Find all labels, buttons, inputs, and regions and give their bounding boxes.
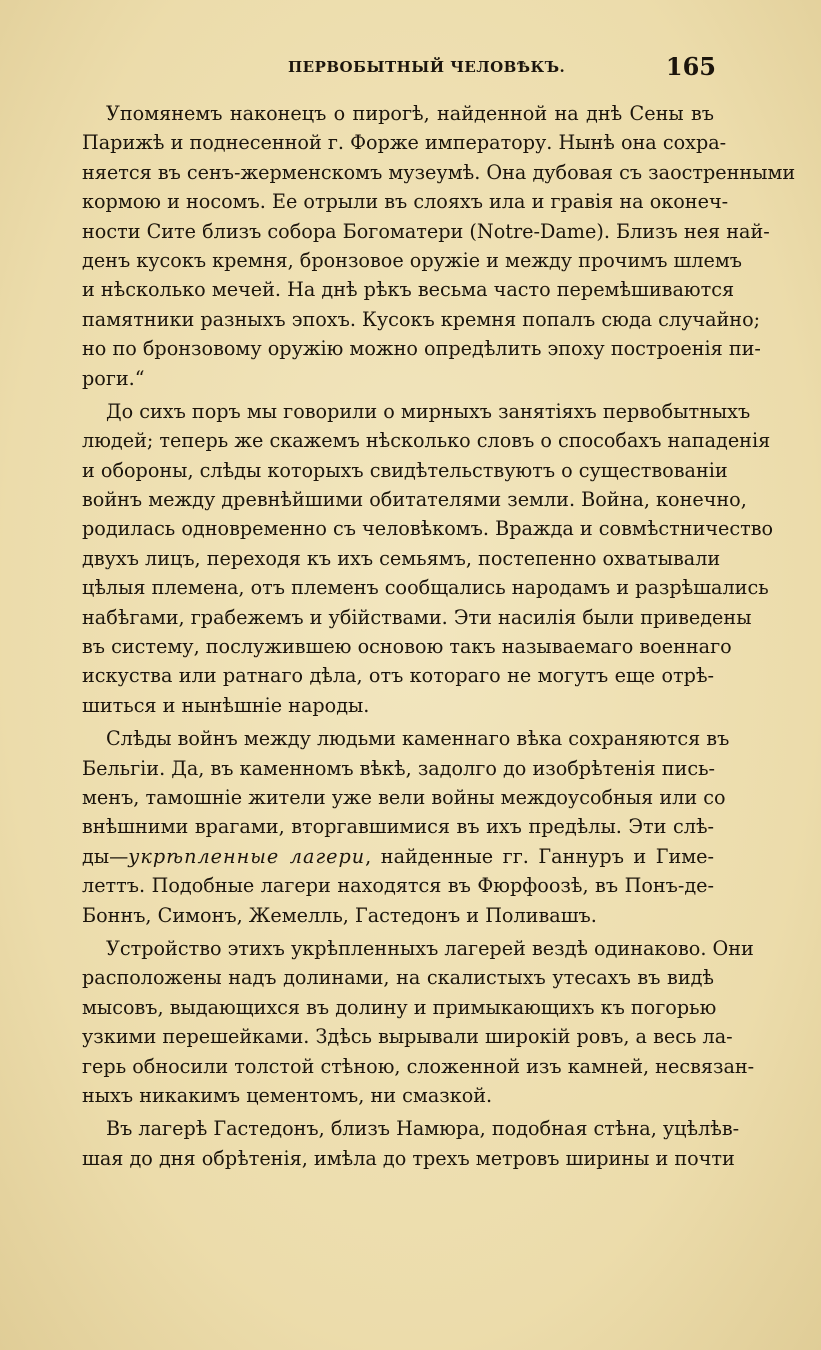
paragraph — [82, 724, 730, 930]
text-line: шиться и нынѣшніе народы. — [82, 693, 370, 717]
text-line: людей; теперь же скажемъ нѣсколько словъ о способахъ нападенія — [82, 429, 771, 453]
text-line: Парижѣ и поднесенной г. Форже императору. Нынѣ она сохра- — [82, 131, 727, 155]
text-line: денъ кусокъ кремня, бронзовое оружіе и между прочимъ шлемъ — [82, 248, 743, 272]
text-line — [82, 842, 714, 871]
text-line: Бельгіи. Да, въ каменномъ вѣкѣ, задолго до изобрѣтенія пись- — [82, 756, 716, 780]
text-line: кормою и носомъ. Ее отрыли въ слояхъ ила и гравія на оконеч- — [82, 190, 729, 214]
text-line: шая до дня обрѣтенія, имѣла до трехъ метровъ ширины и почти — [82, 1146, 735, 1170]
page-header — [82, 52, 716, 88]
paragraph — [82, 934, 755, 1110]
text-line: ности Сите близъ собора Богоматери (Notre-Dame). Близъ нея най- — [82, 219, 770, 243]
text-line: Упомянемъ наконецъ о пирогѣ, найденной на днѣ Сены въ — [106, 102, 714, 125]
text-line: расположены надъ долинами, на скалистыхъ утесахъ въ видѣ — [82, 966, 714, 990]
text-line: цѣлыя племена, отъ племенъ сообщались народамъ и разрѣшались — [82, 576, 769, 600]
text-line: въ систему, послужившею основою такъ называемаго военнаго — [82, 635, 732, 659]
text-line: мысовъ, выдающихся въ долину и примыкающихъ къ погорью — [82, 995, 717, 1019]
text-line: родилась одновременно съ человѣкомъ. Вражда и совмѣстничество — [82, 517, 774, 541]
text-line: леттъ. Подобные лагери находятся въ Фюрфоозѣ, въ Понъ-де- — [82, 874, 714, 898]
text-fragment: , найденные гг. Ганнуръ и Гиме- — [365, 844, 714, 868]
page-number: 165 — [665, 52, 716, 81]
text-fragment: ды— — [82, 844, 129, 868]
text-line: герь обносили толстой стѣною, сложенной изъ камней, несвязан- — [82, 1054, 755, 1078]
paragraph — [82, 99, 796, 393]
text-line: памятники разныхъ эпохъ. Кусокъ кремня попалъ сюда случайно; — [82, 307, 761, 331]
text-line: менъ, тамошніе жители уже вели войны междоусобныя или со — [82, 785, 726, 809]
text-line: и нѣсколько мечей. На днѣ рѣкъ весьма часто перемѣшиваются — [82, 278, 735, 302]
text-line: Въ лагерѣ Гастедонъ, близъ Намюра, подобная стѣна, уцѣлѣв- — [106, 1117, 740, 1141]
text-line: искуства или ратнаго дѣла, отъ котораго не могутъ еще отрѣ- — [82, 664, 714, 688]
italic-term: укрѣпленные лагери — [128, 844, 366, 868]
text-line: узкими перешейками. Здѣсь вырывали широкій ровъ, а весь ла- — [82, 1025, 733, 1049]
text-line: двухъ лицъ, переходя къ ихъ семьямъ, постепенно охватывали — [82, 546, 721, 570]
text-line: но по бронзовому оружію можно опредѣлить эпоху построенія пи- — [82, 337, 761, 361]
text-line: До сихъ поръ мы говорили о мирныхъ занятіяхъ первобытныхъ — [106, 399, 751, 423]
text-line: и обороны, слѣды которыхъ свидѣтельствуютъ о существованіи — [82, 458, 728, 482]
text-line: войнъ между древнѣйшими обитателями земли. Война, конечно, — [82, 488, 747, 512]
text-line: Слѣды войнъ между людьми каменнаго вѣка сохраняются въ — [106, 727, 730, 751]
text-line: роги.“ — [82, 366, 145, 390]
text-line: ныхъ никакимъ цементомъ, ни смазкой. — [82, 1083, 493, 1107]
running-title: ПЕРВОБЫТНЫЙ ЧЕЛОВѢКЪ. — [288, 58, 566, 76]
body-text — [82, 99, 796, 1177]
paragraph — [82, 1114, 740, 1173]
text-line: Боннъ, Симонъ, Жемелль, Гастедонъ и Поливашъ. — [82, 903, 597, 927]
text-line: няется въ сенъ-жерменскомъ музеумѣ. Она дубовая съ заостренными — [82, 160, 796, 184]
text-line: Устройство этихъ укрѣпленныхъ лагерей вездѣ одинаково. Они — [106, 936, 754, 960]
text-line: внѣшними врагами, вторгавшимися въ ихъ предѣлы. Эти слѣ- — [82, 815, 714, 839]
paragraph — [82, 397, 774, 720]
text-line: набѣгами, грабежемъ и убійствами. Эти насилія были приведены — [82, 605, 752, 629]
